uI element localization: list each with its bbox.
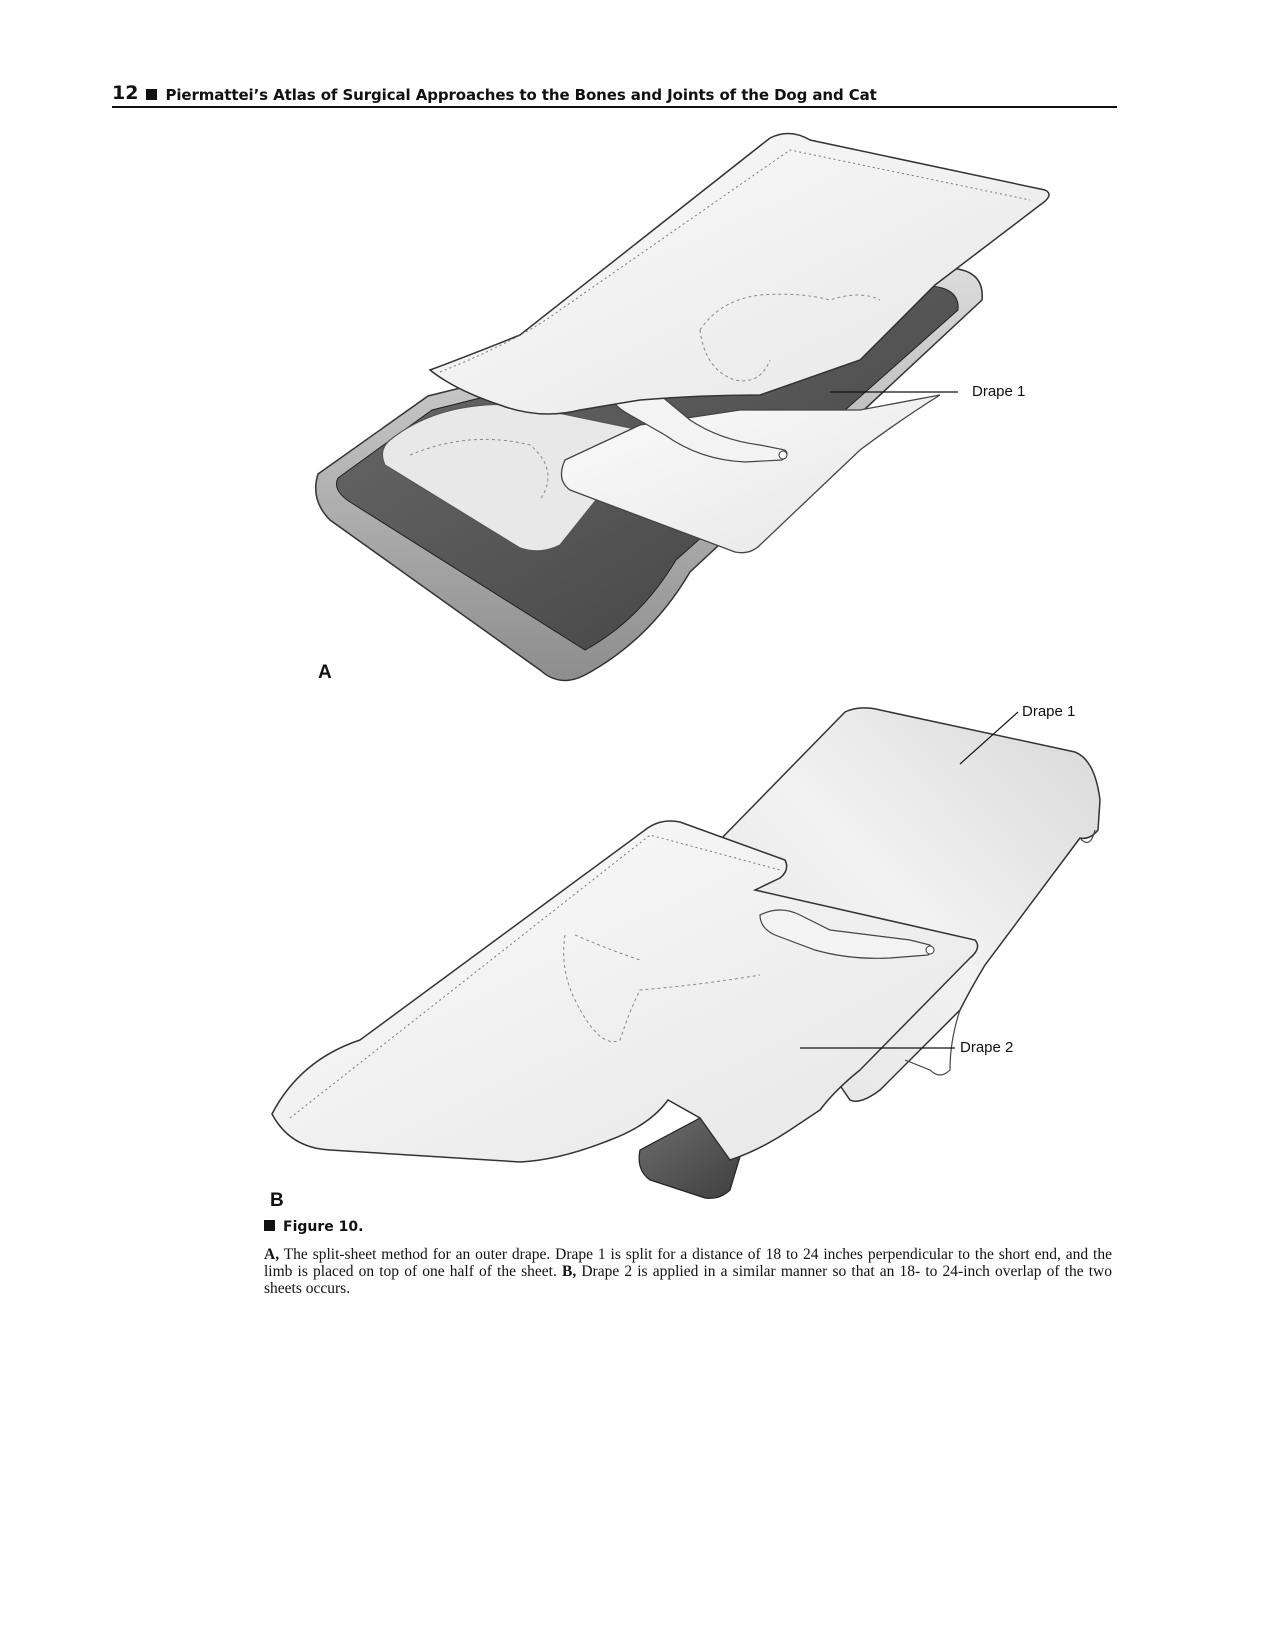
panel-a-drawing [316, 133, 1049, 680]
figure-bullet-icon [264, 1220, 275, 1231]
panel-a-label: A [318, 662, 332, 683]
callout-b-drape-2: Drape 2 [960, 1039, 1014, 1056]
page-number: 12 [112, 82, 139, 104]
figure-label: Figure 10. [283, 1219, 364, 1235]
caption-a-marker: A, [264, 1246, 280, 1263]
figure-caption-heading [264, 1219, 363, 1235]
caption-a-text: The split-sheet method for an outer drape. Drape 1 is split for a distance of 18 to 24 inches perpendicular to the short end, and the limb is placed on top of one half of the sheet. [264, 1246, 1112, 1280]
caption-b-marker: B, [561, 1263, 577, 1280]
panel-b-label: B [270, 1190, 284, 1211]
callout-b-drape-1: Drape 1 [1022, 703, 1076, 720]
panel-b-drawing [272, 708, 1100, 1198]
callout-a-drape-1: Drape 1 [972, 383, 1026, 400]
figure-caption [264, 1246, 1112, 1297]
book-title: Piermattei’s Atlas of Surgical Approaches to the Bones and Joints of the Dog and Cat [165, 86, 877, 104]
caption-b-text: Drape 2 is applied in a similar manner so that an 18- to 24-inch overlap of the two sheets occurs. [264, 1263, 1112, 1297]
